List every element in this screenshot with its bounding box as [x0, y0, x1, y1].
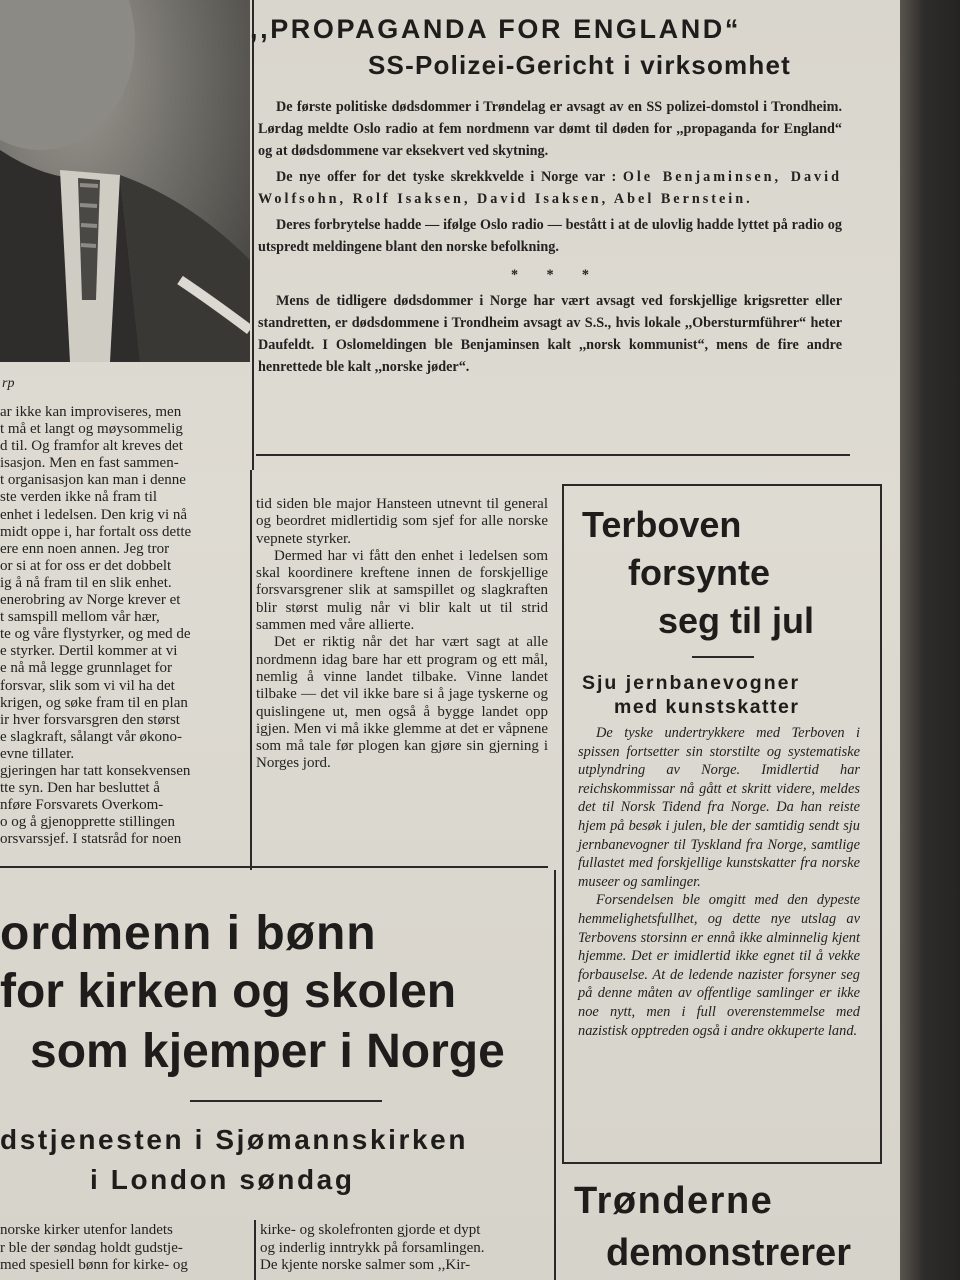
bottom-title-line-1: ordmenn i bønn: [0, 907, 377, 960]
column-divider: [554, 870, 556, 1280]
left-column-line: ig å nå fram til en slik enhet.: [0, 574, 172, 591]
bottom-subtitle-line-1: dstjenesten i Sjømannskirken: [0, 1124, 469, 1155]
bottom-title-rule: [190, 1100, 382, 1102]
victims-intro: De nye offer for det tyske skrekkvelde i Norge var :: [276, 169, 617, 185]
left-column-line: nføre Forsvarets Overkom-: [0, 797, 164, 814]
left-column-line: orsvarssjef. I statsråd for noen: [0, 831, 182, 848]
top-article-title: ,,PROPAGANDA FOR ENGLAND“: [250, 14, 742, 44]
left-column: [0, 404, 244, 848]
box-article-body: [578, 724, 860, 1040]
horizontal-divider: [256, 454, 850, 456]
bottom-left-column: [0, 1222, 248, 1275]
portrait-figure-icon: [0, 0, 250, 362]
left-column-line: te og våre flystyrker, og med de: [0, 626, 191, 643]
binding-edge: [900, 0, 960, 1280]
horizontal-divider: [0, 866, 548, 868]
left-column-line: e nå må legge grunnlaget for: [0, 660, 173, 677]
left-column-line: e slagkraft, sålangt vår økono-: [0, 728, 183, 745]
top-article-paragraph: Deres forbrytelse hadde — ifølge Oslo radio — bestått i at de ulovlig hadde lyttet på radio og utspredt meldingene blant den norske befolkning.: [258, 217, 842, 255]
trondere-title-line-1: Trønderne: [574, 1180, 774, 1222]
box-title-line-2: forsynte: [628, 552, 771, 593]
bottom-left-line: med spesiell bønn for kirke- og: [0, 1257, 188, 1273]
left-column-line: enerobring av Norge krever et: [0, 592, 181, 609]
left-column-line: ere enn noen annen. Jeg tror: [0, 540, 170, 557]
left-column-line: ste verden ikke nå fram til: [0, 489, 158, 506]
bottom-subtitle-line-2: i London søndag: [90, 1164, 355, 1195]
bottom-title-line-2: for kirken og skolen: [0, 965, 457, 1018]
box-title-line-1: Terboven: [582, 504, 742, 545]
left-column-line: or si at for oss er det dobbelt: [0, 557, 172, 574]
box-paragraph: De tyske undertrykkere med Terboven i spissen fortsetter sin storstilte og systematiske utplyndring av Norge. Imidlertid har reichskommissar nå gått et skritt videre, meldes det til Norsk Tidend fra Norge. Da han reiste hjem på besøk i julen, ble der samtidig sendt sju jernbanevogner til Tyskland fra Norge, samtlige fullastet med forskjellige kunstskatter fra norske museer og samlinger.: [578, 725, 860, 890]
top-article-body: [258, 96, 842, 378]
bottom-left-line: norske kirker utenfor landets: [0, 1222, 173, 1238]
left-column-line: t samspill mellom vår hær,: [0, 609, 160, 626]
top-article-paragraph: Mens de tidligere dødsdommer i Norge har vært avsagt ved forskjellige krigsretter eller standretten, er dødsdommene i Trondheim avsagt av S.S., hvis lokale ,,Obersturmführer“ heter Daufeldt. I Oslomeldingen ble Benjaminsen kalt ,,norsk kommunist“, mens de fire andre henrettede ble kalt ,,norske jøder“.: [258, 293, 842, 375]
left-column-line: gjeringen har tatt konsekvensen: [0, 762, 191, 779]
left-column-line: ar ikke kan improviseres, men: [0, 404, 182, 420]
left-column-line: enhet i ledelsen. Den krig vi nå: [0, 506, 188, 523]
left-column-line: ir hver forsvarsgren den størst: [0, 711, 180, 728]
left-column-line: krigen, og søke fram til en plan: [0, 694, 188, 711]
left-column-line: o og å gjenopprette stillingen: [0, 814, 175, 831]
top-article-subtitle: SS-Polizei-Gericht i virksomhet: [368, 50, 791, 80]
column-divider: [250, 470, 252, 870]
top-article-paragraph: De første politiske dødsdommer i Trøndelag er avsagt av en SS polizei-domstol i Trondheim. Lørdag meldte Oslo radio at fem nordmenn var dømt til døden for ,,propaganda for England“ og at dødsdommene var eksekvert ved skytning.: [258, 99, 842, 159]
trondere-title-line-2: demonstrerer: [606, 1232, 851, 1274]
left-column-line: d til. Og framfor alt kreves det: [0, 438, 183, 455]
left-column-line: e styrker. Dertil kommer at vi: [0, 643, 178, 660]
middle-paragraph: Det er riktig når det har vært sagt at alle nordmenn idag bare har ett program og ett mål, nemlig å vinne landet tilbake. Vinne landet tilbake — det vil ikke bare si å jage tyskerne og quislingene ut, men også å bygge landet opp igjen. Men vi må ikke glemme at det er våpnene som må tale før plogen kan gjøre sin gjerning i Norges jord.: [256, 634, 548, 772]
left-column-line: t må et langt og møysommelig: [0, 421, 183, 438]
left-column-line: isasjon. Men en fast sammen-: [0, 455, 179, 472]
bottom-right-line: kirke- og skolefronten gjorde et dypt: [260, 1222, 481, 1238]
column-divider: [252, 0, 254, 470]
bottom-right-line: De kjente norske salmer som ,,Kir-: [260, 1257, 471, 1273]
column-divider: [254, 1220, 256, 1280]
bottom-left-line: r ble der søndag holdt gudstje-: [0, 1239, 183, 1256]
top-article-paragraph: [258, 166, 842, 210]
left-column-line: tte syn. Den har besluttet å: [0, 780, 160, 797]
box-title-rule: [692, 656, 754, 658]
left-column-line: forsvar, slik som vi vil ha det: [0, 677, 175, 694]
bottom-right-column: [260, 1222, 552, 1275]
box-title-line-3: seg til jul: [658, 600, 815, 641]
box-subtitle-line-1: Sju jernbanevogner: [582, 672, 801, 694]
victims-names: Ole Benjaminsen, David Wolfsohn, Rolf Isaksen, David Isaksen, Abel Bernstein.: [258, 169, 842, 207]
left-column-line: t organisasjon kan man i denne: [0, 472, 186, 489]
terboven-article-box: [562, 484, 882, 1164]
photo-caption: rp: [2, 376, 15, 391]
middle-paragraph: tid siden ble major Hansteen utnevnt til general og beordret midlertidig som sjef for alle norske vepnete styrker.: [256, 496, 548, 547]
middle-column: [256, 496, 548, 773]
middle-paragraph: Dermed har vi fått den enhet i ledelsen som skal koordinere kreftene innen de forskjellige forsvarsgrener slik at samspillet og slagkraften blir størst mulig når vi blir kalt ut til strid sammen med våre allierte.: [256, 547, 548, 634]
section-stars: * * *: [510, 267, 590, 283]
bottom-right-line: og inderlig inntrykk på forsamlingen.: [260, 1239, 485, 1256]
box-paragraph: Forsendelsen ble omgitt med den dypeste hemmelighetsfullhet, og dette nye utslag av Terbovens storsinn er ennå ikke alminnelig kjent hjemme. Det er imidlertid ikke egnet til å vekke forbauselse. At de ledende nazister forsyner seg på denne måten av offentlige samlinger er ikke noe nytt, men i full overenstemmelse med nazistisk opptreden også i andre okkuperte land.: [578, 892, 860, 1039]
left-column-line: midt oppe i, har fortalt oss dette: [0, 523, 192, 540]
bottom-title-line-3: som kjemper i Norge: [30, 1025, 505, 1078]
box-subtitle-line-2: med kunstskatter: [614, 696, 800, 718]
left-column-line: evne tillater.: [0, 745, 75, 762]
portrait-photo: [0, 0, 250, 362]
